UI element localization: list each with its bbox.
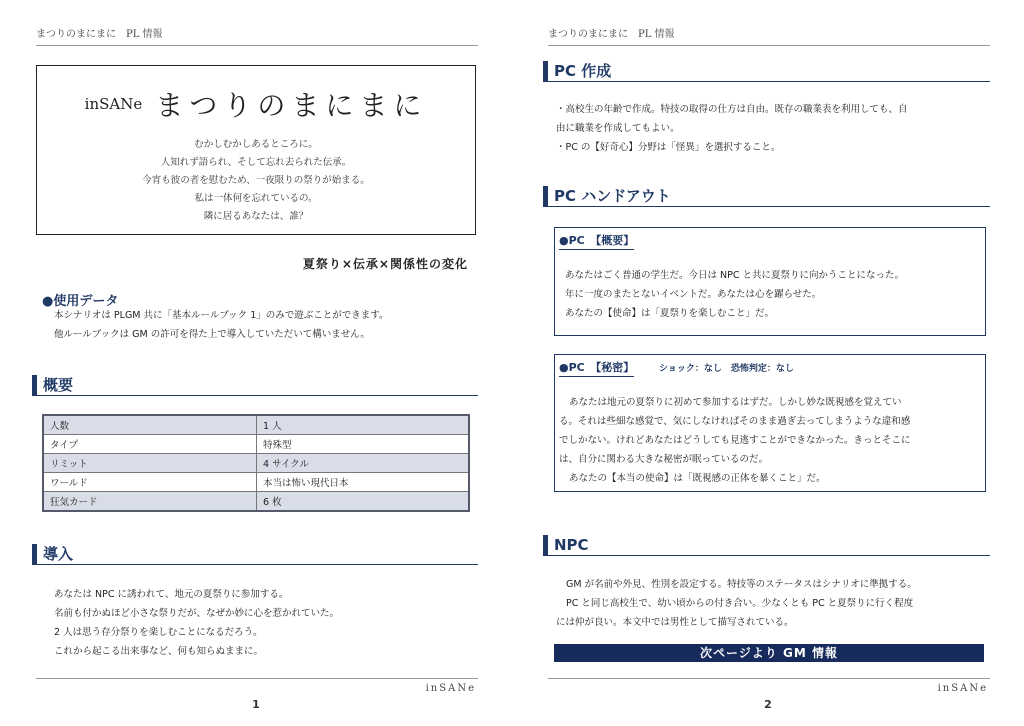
overview-heading: 概要 xyxy=(32,375,478,396)
npc-line: GM が名前や外見、性別を設定する。特技等のステータスはシナリオに準拠する。 xyxy=(566,579,917,590)
row-key: リミット xyxy=(43,454,257,473)
secret-line: は、自分に関わる大きな秘密が眠っているのだ。 xyxy=(559,454,769,465)
intro-line: 名前も付かぬほど小さな祭りだが、なぜか妙に心を惹かれていた。 xyxy=(54,608,340,619)
row-value: 6 枚 xyxy=(257,492,470,512)
summary-line: あなたはごく普通の学生だ。今日は NPC と共に夏祭りに向かうことになった。 xyxy=(565,270,905,281)
handout-secret-shock: ショック：なし 恐怖判定：なし xyxy=(659,364,794,374)
row-value: 4 サイクル xyxy=(257,454,470,473)
row-key: タイプ xyxy=(43,435,257,454)
pc-creation-line: 由に職業を作成してもよい。 xyxy=(556,123,680,134)
usage-line: 他ルールブックは GM の許可を得た上で導入していただいて構いません。 xyxy=(54,329,370,340)
table-row xyxy=(43,454,469,473)
npc-heading: NPC xyxy=(543,535,990,556)
pc-creation-line: ・PC の【好奇心】分野は「怪異」を選択すること。 xyxy=(556,142,781,153)
intro-text xyxy=(54,585,339,661)
title-box xyxy=(36,65,476,235)
gm-info-banner: 次ページより GM 情報 xyxy=(554,644,984,662)
footer-brand: inSANe xyxy=(425,683,476,694)
poem-line: 私は一体何を忘れているの。 xyxy=(194,193,318,204)
handout-heading: PC ハンドアウト xyxy=(543,186,990,207)
npc-line: には仲が良い。本文中では男性として描写されている。 xyxy=(556,617,794,628)
row-value: 特殊型 xyxy=(257,435,470,454)
secret-line: あなたの【本当の使命】は「既視感の正体を暴くこと」だ。 xyxy=(569,473,826,484)
handout-summary-box xyxy=(554,227,986,336)
table-row xyxy=(43,492,469,512)
table-row xyxy=(43,415,469,435)
page-2 xyxy=(512,0,1024,726)
usage-text xyxy=(54,306,388,344)
secret-line: る。それは些細な感覚で、気にしなければそのまま過ぎ去ってしまうような違和感 xyxy=(559,416,911,427)
footer-rule xyxy=(548,678,990,679)
summary-line: あなたの【使命】は「夏祭りを楽しむこと」だ。 xyxy=(565,308,775,319)
usage-heading: ●使用データ xyxy=(42,294,119,309)
secret-line: あなたは地元の夏祭りに初めて参加するはずだ。しかし妙な既視感を覚えてい xyxy=(569,397,902,408)
poem-line: むかしむかしあるところに。 xyxy=(194,139,318,150)
footer-brand: inSANe xyxy=(937,683,988,694)
table-row xyxy=(43,435,469,454)
row-value: 1 人 xyxy=(257,415,470,435)
page-number: 1 xyxy=(252,698,260,711)
row-key: 人数 xyxy=(43,415,257,435)
usage-line: 本シナリオは PLGM 共に「基本ルールブック 1」のみで遊ぶことができます。 xyxy=(54,310,389,321)
npc-text xyxy=(556,575,988,632)
title-system: inSANe xyxy=(84,95,143,113)
handout-secret-box xyxy=(554,354,986,492)
pc-creation-text xyxy=(556,100,986,157)
intro-line: あなたは NPC に誘われて、地元の夏祭りに参加する。 xyxy=(54,589,289,600)
summary-line: 年に一度のまたとないイベントだ。あなたは心を躍らせた。 xyxy=(565,289,822,300)
title-poem xyxy=(37,136,475,226)
intro-line: これから起こる出来事など、何も知らぬままに。 xyxy=(54,646,264,657)
secret-line: でしかない。けれどあなたはどうしても見逃すことができなかった。きっとそこに xyxy=(559,435,911,446)
page-number: 2 xyxy=(764,698,772,711)
poem-line: 人知れず語られ、そして忘れ去られた伝承。 xyxy=(160,157,352,168)
footer-rule xyxy=(36,678,478,679)
page-header: まつりのまにまに PL 情報 xyxy=(548,25,990,46)
row-key: ワールド xyxy=(43,473,257,492)
npc-line: PC と同じ高校生で、幼い頃からの付き合い。少なくとも PC と夏祭りに行く程度 xyxy=(566,598,914,609)
overview-table xyxy=(42,414,470,512)
title-main: まつりのまにまに xyxy=(155,89,428,122)
row-value: 本当は怖い現代日本 xyxy=(257,473,470,492)
handout-summary-text xyxy=(565,266,979,323)
pc-creation-line: ・高校生の年齢で作成。特技の取得の仕方は自由。既存の職業表を利用しても、自 xyxy=(556,104,908,115)
intro-heading: 導入 xyxy=(32,544,478,565)
poem-line: 今宵も彼の者を慰むため、一夜限りの祭りが始まる。 xyxy=(142,175,370,186)
page-header: まつりのまにまに PL 情報 xyxy=(36,25,478,46)
pc-creation-heading: PC 作成 xyxy=(543,61,990,82)
row-key: 狂気カード xyxy=(43,492,257,512)
handout-summary-title: ●PC 【概要】 xyxy=(559,232,634,250)
intro-line: 2 人は思う存分祭りを楽しむことになるだろう。 xyxy=(54,627,263,638)
tagline: 夏祭り×伝承×関係性の変化 xyxy=(302,257,468,271)
handout-secret-title: ●PC 【秘密】 xyxy=(559,359,634,377)
poem-line: 隣に居るあなたは、誰？ xyxy=(203,211,309,222)
handout-secret-text xyxy=(559,393,979,488)
table-row xyxy=(43,473,469,492)
